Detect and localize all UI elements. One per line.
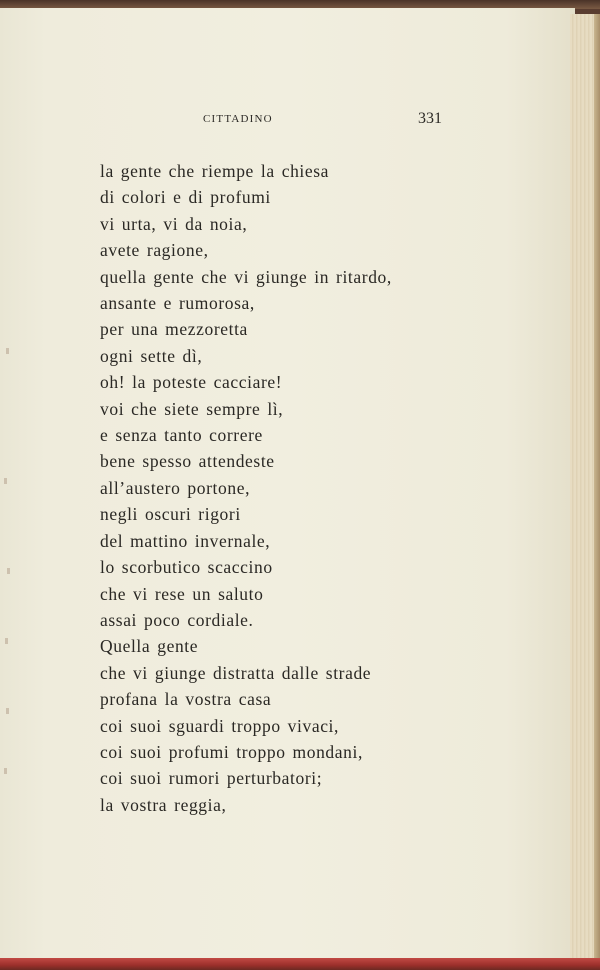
page-number: 331 [418,110,442,127]
poem-line: lo scorbutico scaccino [100,557,273,578]
poem-line: coi suoi profumi troppo mondani, [100,741,363,762]
poem-line: che vi rese un saluto [100,583,264,604]
margin-speck [4,768,7,774]
poem-line: oh! la poteste cacciare! [100,372,283,393]
poem-line: bene spesso attendeste [100,451,275,472]
poem-line: ogni sette dì, [100,345,203,366]
book-bottom-edge [0,958,600,970]
poem-line: all’austero portone, [100,477,251,498]
poem-line: ansante e rumorosa, [100,293,255,314]
poem-line: e senza tanto correre [100,425,263,446]
poem-line: vi urta, vi da noia, [100,213,248,234]
poem-line: Quella gente [100,636,199,657]
poem-line: profana la vostra casa [100,689,272,710]
poem-text [100,158,560,818]
poem-line: che vi giunge distratta dalle strade [100,662,372,683]
margin-speck [6,708,9,714]
poem-line: voi che siete sempre lì, [100,398,284,419]
page-edges [570,14,600,960]
poem-line: la gente che riempe la chiesa [100,161,330,181]
book-page [0,8,575,960]
margin-speck [4,478,7,484]
margin-speck [6,348,9,354]
poem-line: coi suoi sguardi troppo vivaci, [100,715,339,736]
poem-line: del mattino invernale, [100,530,271,551]
poem-line: di colori e di profumi [100,187,271,208]
running-head: CITTADINO [203,113,273,125]
poem-line: quella gente che vi giunge in ritardo, [100,266,392,287]
poem-line: per una mezzoretta [100,319,248,340]
poem-line: assai poco cordiale. [100,609,254,630]
poem-line: avete ragione, [100,240,209,261]
poem-line: la vostra reggia, [100,794,227,815]
poem-line: coi suoi rumori perturbatori; [100,768,323,789]
margin-speck [7,568,10,574]
page-header [0,110,575,130]
margin-speck [5,638,8,644]
poem-line: negli oscuri rigori [100,504,241,525]
